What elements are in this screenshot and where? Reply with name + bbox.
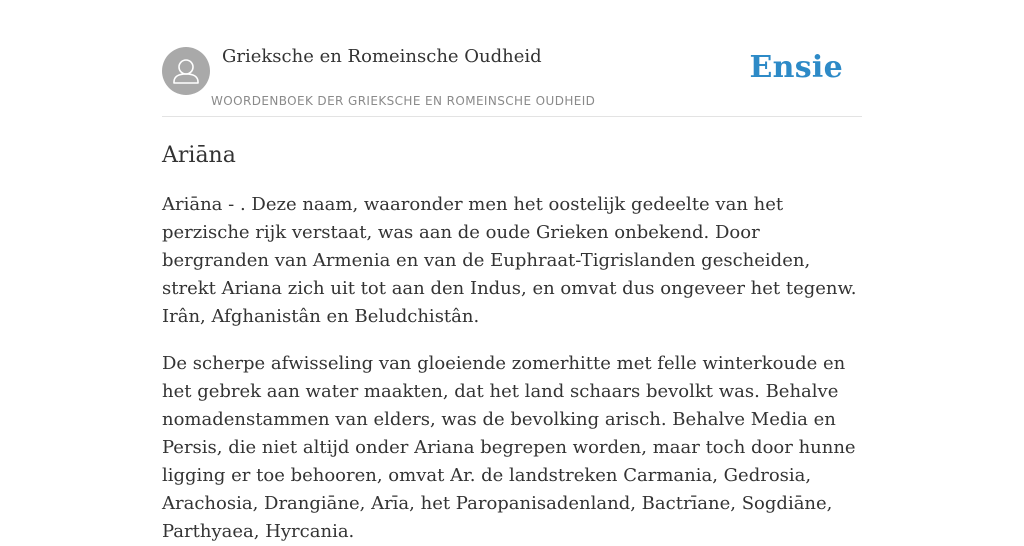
ensie-logo[interactable]: Ensie [749,50,843,85]
user-icon [162,47,210,95]
content-container [162,0,862,546]
source-avatar[interactable] [162,47,210,95]
entry-title: Ariāna [162,143,236,168]
entry-paragraph-2: De scherpe afwisseling van gloeiende zomerhitte met felle winterkoude en het gebrek aan water maakten, dat het land schaars bevolkt was. Behalve nomadenstammen van elders, was de bevolking arisch. Behalve Media en Persis, die niet altijd onder Ariana begrepen worden, maar toch door hunne ligging er toe behooren, omvat Ar. de landstreken Carmania, Gedrosia, Arachosia, Drangiāne, Arīa, het Paropanisadenland, Bactrīane, Sogdiāne, Parthyaea, Hyrcania. [162,353,856,542]
source-title[interactable]: Grieksche en Romeinsche Oudheid [222,46,542,67]
entry-paragraph-1: Ariāna - . Deze naam, waaronder men het oostelijk gedeelte van het perzische rijk verstaat, was aan de oude Grieken onbekend. Door bergranden van Armenia en van de Euphraat-Tigrislanden gescheiden, strekt Ariana zich uit tot aan den Indus, en omvat dus ongeveer het tegenw. Irân, Afghanistân en Beludchistân. [162,194,857,327]
source-header [162,0,862,117]
source-subtitle[interactable]: WOORDENBOEK DER GRIEKSCHE EN ROMEINSCHE OUDHEID [211,94,596,108]
